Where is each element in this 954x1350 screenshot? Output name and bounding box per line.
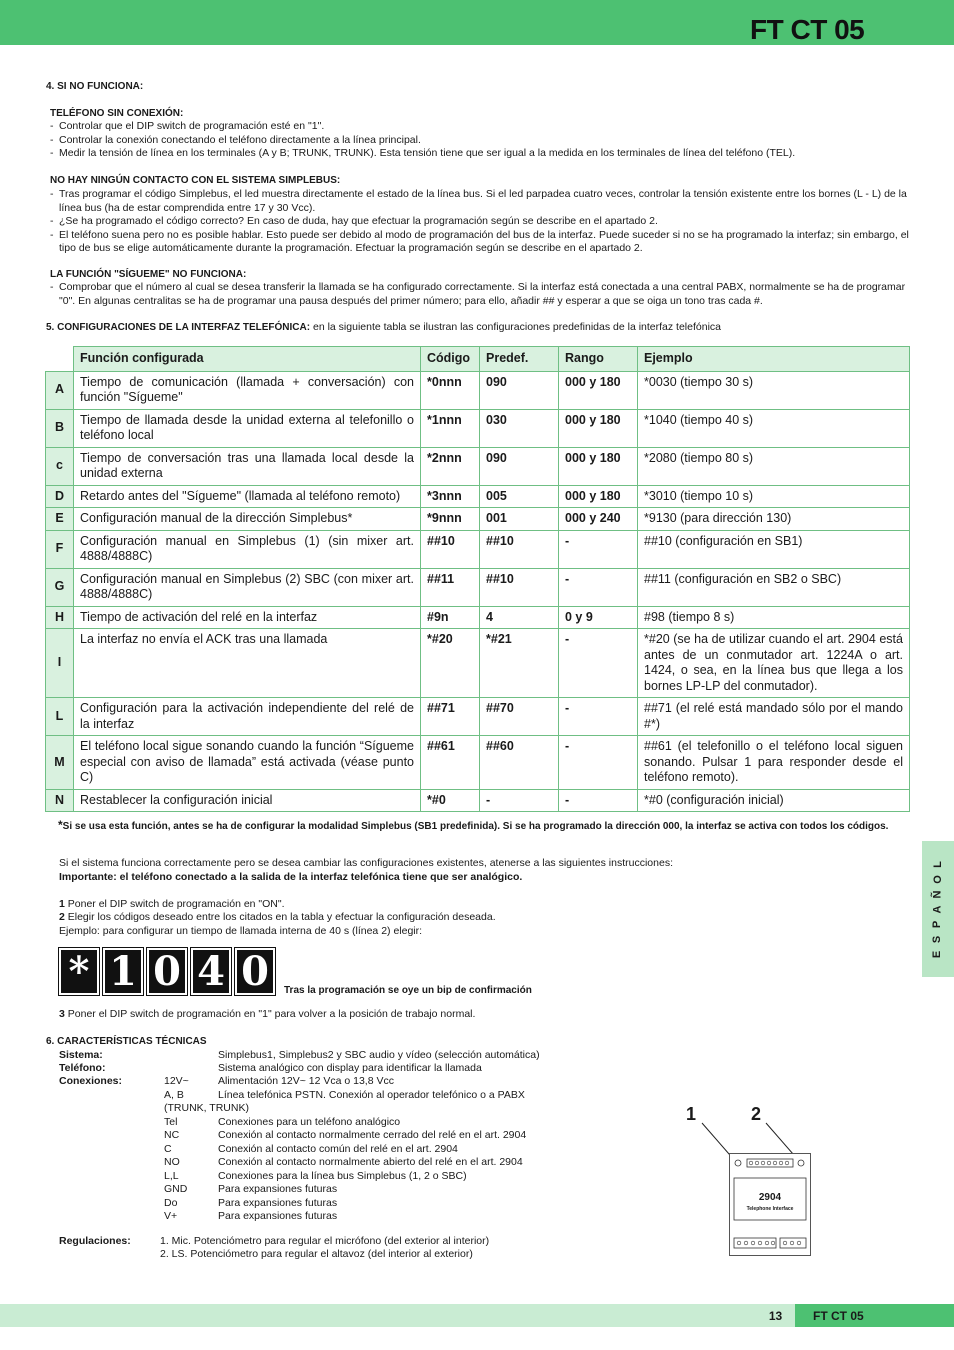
cell-range: - (559, 736, 638, 790)
section-5-title: 5. CONFIGURACIONES DE LA INTERFAZ TELEFÓNICA: (46, 322, 311, 333)
cell-function: Tiempo de activación del relé en la interfaz (74, 606, 421, 629)
connection-terminal: (TRUNK, TRUNK) (164, 1102, 249, 1114)
cell-range: 0 y 9 (559, 606, 638, 629)
cell-function: La interfaz no envía el ACK tras una llamada (74, 629, 421, 698)
table-header-row (46, 347, 910, 372)
spec-phone-value: Sistema analógico con display para identificar la llamada (218, 1062, 482, 1074)
cell-code: *3nnn (421, 485, 480, 508)
regulation-2: 2. LS. Potenciómetro para regular el altavoz (del interior al exterior) (160, 1248, 473, 1260)
col-header-function: Función configurada (74, 347, 421, 372)
header-blank (46, 347, 74, 372)
cell-code: *9nnn (421, 508, 480, 531)
connection-terminal: Tel (164, 1115, 178, 1128)
tab-letter: Ñ (931, 890, 944, 898)
section-6-heading: 6. CARACTERÍSTICAS TÉCNICAS (46, 1036, 207, 1047)
connection-description: Conexiones para la línea bus Simplebus (1, 2 o SBC) (218, 1169, 467, 1182)
para-1: Si el sistema funciona correctamente pero se desea cambiar las configuraciones existentes, atenerse a las siguientes instrucciones: (59, 857, 673, 869)
cell-default: 005 (480, 485, 559, 508)
cell-default: ##60 (480, 736, 559, 790)
col-header-example: Ejemplo (638, 347, 910, 372)
code-digits (59, 948, 275, 995)
digit-key: 0 (147, 948, 187, 995)
connection-description: Para expansiones futuras (218, 1196, 338, 1209)
cell-code: ##11 (421, 568, 480, 606)
step-2-number: 2 (59, 911, 65, 923)
cell-default: ##10 (480, 530, 559, 568)
table-row (46, 371, 910, 409)
step-1 (59, 898, 285, 912)
g2-list (46, 188, 916, 256)
row-letter: I (46, 629, 74, 698)
table-row (46, 447, 910, 485)
language-tab-label (922, 841, 954, 977)
spec-regulations-label: Regulaciones: (59, 1235, 131, 1247)
beep-note: Tras la programación se oye un bip de confirmación (284, 985, 532, 996)
g1-list (46, 120, 916, 161)
step-3 (59, 1008, 475, 1022)
row-letter: G (46, 568, 74, 606)
tab-letter: P (931, 920, 944, 928)
table-row (46, 789, 910, 812)
cell-range: 000 y 180 (559, 371, 638, 409)
g1-title: TELÉFONO SIN CONEXIÓN: (50, 108, 184, 119)
list-item: - Controlar la conexión conectando el teléfono directamente a la línea principal. (46, 134, 916, 148)
config-table-body (46, 371, 910, 812)
table-row (46, 485, 910, 508)
row-letter: D (46, 485, 74, 508)
cell-default: 030 (480, 409, 559, 447)
tab-letter: E (931, 950, 944, 958)
cell-example: *#0 (configuración inicial) (638, 789, 910, 812)
cell-default: 090 (480, 447, 559, 485)
digit-key: 1 (103, 948, 143, 995)
callout-1: 1 (686, 1104, 697, 1124)
tab-letter: L (931, 860, 944, 868)
spec-connections-label: Conexiones: (59, 1075, 123, 1087)
row-letter: N (46, 789, 74, 812)
footer-code: FT CT 05 (795, 1304, 954, 1327)
device-model: 2904 (758, 1192, 782, 1203)
connection-terminal: 12V~ (164, 1075, 189, 1087)
digit-key: 4 (191, 948, 231, 995)
device-subtitle: Telephone Interface (746, 1206, 794, 1212)
cell-function: Configuración para la activación independiente del relé de la interfaz (74, 698, 421, 736)
cell-function: Configuración manual de la dirección Simplebus* (74, 508, 421, 531)
list-item: - Medir la tensión de línea en los terminales (A y B; TRUNK, TRUNK). Esta tensión tiene que ser igual a la medida en los terminales de línea del teléfono (TEL). (46, 147, 916, 161)
tab-letter: A (931, 905, 944, 913)
g2-title: NO HAY NINGÚN CONTACTO CON EL SISTEMA SIMPLEBUS: (50, 175, 341, 186)
digit-key: * (59, 948, 99, 995)
cell-function: Tiempo de conversación tras una llamada local desde la unidad externa (74, 447, 421, 485)
connection-description: Línea telefónica PSTN. Conexión al operador telefónico o a PABX (218, 1088, 525, 1101)
cell-example: *1040 (tiempo 40 s) (638, 409, 910, 447)
cell-range: 000 y 240 (559, 508, 638, 531)
para-important: Importante: el teléfono conectado a la salida de la interfaz telefónica tiene que ser analógico. (59, 871, 523, 883)
cell-range: - (559, 789, 638, 812)
row-letter: F (46, 530, 74, 568)
cell-function: Configuración manual en Simplebus (2) SBC (con mixer art. 4888/4888C) (74, 568, 421, 606)
col-header-range: Rango (559, 347, 638, 372)
connection-terminal: Do (164, 1196, 178, 1209)
footnote-star: * (58, 818, 63, 832)
row-letter: E (46, 508, 74, 531)
config-table (45, 346, 910, 812)
cell-default: ##10 (480, 568, 559, 606)
digit-key: 0 (235, 948, 275, 995)
step-1-number: 1 (59, 898, 65, 910)
cell-example: ##11 (configuración en SB2 o SBC) (638, 568, 910, 606)
cell-function: Tiempo de llamada desde la unidad externa al telefonillo o teléfono local (74, 409, 421, 447)
table-row (46, 606, 910, 629)
cell-function: El teléfono local sigue sonando cuando la función “Sígueme especial con aviso de llamada” está activada (véase punto C) (74, 736, 421, 790)
row-letter: M (46, 736, 74, 790)
cell-example: #98 (tiempo 8 s) (638, 606, 910, 629)
table-row (46, 736, 910, 790)
cell-range: 000 y 180 (559, 485, 638, 508)
list-item: - El teléfono suena pero no es posible hablar. Esto puede ser debido al modo de programación del bus de la interfaz. Puede suceder si no se ha programado la interfaz; sin embargo, el tipo de bus se elige automáticamente durante la programación. Efectuar la programación según se describe en el apartado 2. (46, 229, 916, 256)
connection-terminal: GND (164, 1183, 188, 1195)
section-5-heading (46, 321, 721, 335)
connection-description: Conexión al contacto normalmente cerrado del relé en el art. 2904 (218, 1129, 527, 1141)
cell-default: 4 (480, 606, 559, 629)
table-row (46, 568, 910, 606)
section-5-intro: en la siguiente tabla se ilustran las configuraciones predefinidas de la interfaz telefónica (310, 321, 721, 333)
connection-description: Alimentación 12V~ 12 Vca o 13,8 Vcc (218, 1075, 394, 1087)
footnote-text: Si se usa esta función, antes se ha de configurar la modalidad Simplebus (SB1 predefinida). Si se ha programado la dirección 000, la interfaz se activa con todos los códigos. (62, 821, 889, 832)
cell-default: ##70 (480, 698, 559, 736)
tab-letter: S (931, 935, 944, 943)
cell-range: - (559, 568, 638, 606)
row-letter: c (46, 447, 74, 485)
g3-list (46, 281, 916, 308)
connection-description: Conexión al contacto normalmente abierto del relé en el art. 2904 (218, 1156, 523, 1168)
table-row (46, 530, 910, 568)
callout-2: 2 (751, 1104, 762, 1124)
example-text: Ejemplo: para configurar un tiempo de llamada interna de 40 s (línea 2) elegir: (59, 925, 423, 937)
cell-function: Configuración manual en Simplebus (1) (sin mixer art. 4888/4888C) (74, 530, 421, 568)
cell-code: *#20 (421, 629, 480, 698)
section-4-heading: 4. SI NO FUNCIONA: (46, 81, 144, 92)
connection-description: Para expansiones futuras (218, 1183, 338, 1195)
cell-function: Restablecer la configuración inicial (74, 789, 421, 812)
cell-range: 000 y 180 (559, 409, 638, 447)
connection-terminal: V+ (164, 1210, 178, 1222)
cell-function: Tiempo de comunicación (llamada + conversación) con función "Sígueme" (74, 371, 421, 409)
g3-title: LA FUNCIÓN "SÍGUEME" NO FUNCIONA: (50, 269, 247, 280)
footnote (58, 818, 908, 834)
cell-code: *1nnn (421, 409, 480, 447)
connection-terminal: L,L (164, 1169, 179, 1182)
cell-range: - (559, 629, 638, 698)
cell-code: #9n (421, 606, 480, 629)
cell-example: *2080 (tiempo 80 s) (638, 447, 910, 485)
connection-description: Conexión al contacto común del relé en el art. 2904 (218, 1142, 458, 1155)
cell-code: *0nnn (421, 371, 480, 409)
connection-terminal: NO (164, 1156, 180, 1168)
row-letter: L (46, 698, 74, 736)
connection-terminal: NC (164, 1129, 180, 1141)
step-3-text: Poner el DIP switch de programación en "1" para volver a la posición de trabajo normal. (64, 1008, 476, 1020)
cell-range: 000 y 180 (559, 447, 638, 485)
tab-letter: O (931, 874, 944, 884)
regulation-1: 1. Mic. Potenciómetro para regular el micrófono (del exterior al interior) (160, 1235, 490, 1247)
cell-example: *3010 (tiempo 10 s) (638, 485, 910, 508)
list-item: - ¿Se ha programado el código correcto? En caso de duda, hay que efectuar la programación según se describe en el apartado 2. (46, 215, 916, 229)
cell-example: ##71 (el relé está mandado sólo por el mando #*) (638, 698, 910, 736)
list-item: - Tras programar el código Simplebus, el led muestra directamente el estado de la línea bus. Si el led parpadea cuatro veces, controlar la tensión existente entre los bornes (L - L) de la línea bus (ha de estar comprendida entre 17 y 30 Vcc). (46, 188, 916, 215)
cell-range: - (559, 530, 638, 568)
table-row (46, 698, 910, 736)
cell-code: *2nnn (421, 447, 480, 485)
spec-phone-label: Teléfono: (59, 1062, 106, 1074)
cell-range: - (559, 698, 638, 736)
step-3-number: 3 (59, 1008, 65, 1020)
step-2-text: Elegir los códigos deseado entre los citados en la tabla y efectuar la configuración deseada. (64, 911, 496, 923)
row-letter: B (46, 409, 74, 447)
cell-code: *#0 (421, 789, 480, 812)
step-2 (59, 911, 496, 925)
cell-code: ##61 (421, 736, 480, 790)
page-number: 13 (757, 1304, 794, 1327)
cell-default: *#21 (480, 629, 559, 698)
cell-code: ##71 (421, 698, 480, 736)
spec-system-value: Simplebus1, Simplebus2 y SBC audio y vídeo (selección automática) (218, 1049, 540, 1061)
device-terminals (730, 1154, 810, 1255)
connection-terminal: A, B (164, 1088, 184, 1101)
cell-code: ##10 (421, 530, 480, 568)
cell-default: 090 (480, 371, 559, 409)
list-item: - Controlar que el DIP switch de programación esté en "1". (46, 120, 916, 134)
cell-default: 001 (480, 508, 559, 531)
document-title: FT CT 05 (750, 14, 865, 45)
connection-terminal: C (164, 1142, 172, 1155)
col-header-code: Código (421, 347, 480, 372)
table-row (46, 508, 910, 531)
device-2904-drawing (729, 1153, 811, 1256)
spec-system-label: Sistema: (59, 1049, 103, 1061)
cell-example: *#20 (se ha de utilizar cuando el art. 2904 está antes de un conmutador art. 1224A o art. 1424, o sea, en la línea bus que llega a los bornes LP-LP del conmutador). (638, 629, 910, 698)
col-header-default: Predef. (480, 347, 559, 372)
cell-example: ##10 (configuración en SB1) (638, 530, 910, 568)
connection-description: Conexiones para un teléfono analógico (218, 1115, 401, 1128)
connection-description: Para expansiones futuras (218, 1210, 338, 1222)
table-row (46, 409, 910, 447)
list-item: - Comprobar que el número al cual se desea transferir la llamada se ha configurado correctamente. Si la interfaz está conectada a una central PABX, normalmente se ha de programar "0". En algunas centralitas se ha de programar una pausa después del primer número; para ello, añadir ## y esperar a que se oiga un tono tras cada #. (46, 281, 916, 308)
cell-function: Retardo antes del "Sígueme" (llamada al teléfono remoto) (74, 485, 421, 508)
cell-example: ##61 (el telefonillo o el teléfono local siguen sonando. Pulsar 1 para responder desde el teléfono remoto). (638, 736, 910, 790)
cell-default: - (480, 789, 559, 812)
row-letter: H (46, 606, 74, 629)
row-letter: A (46, 371, 74, 409)
cell-example: *0030 (tiempo 30 s) (638, 371, 910, 409)
cell-example: *9130 (para dirección 130) (638, 508, 910, 531)
table-row (46, 629, 910, 698)
step-1-text: Poner el DIP switch de programación en "ON". (64, 898, 285, 910)
